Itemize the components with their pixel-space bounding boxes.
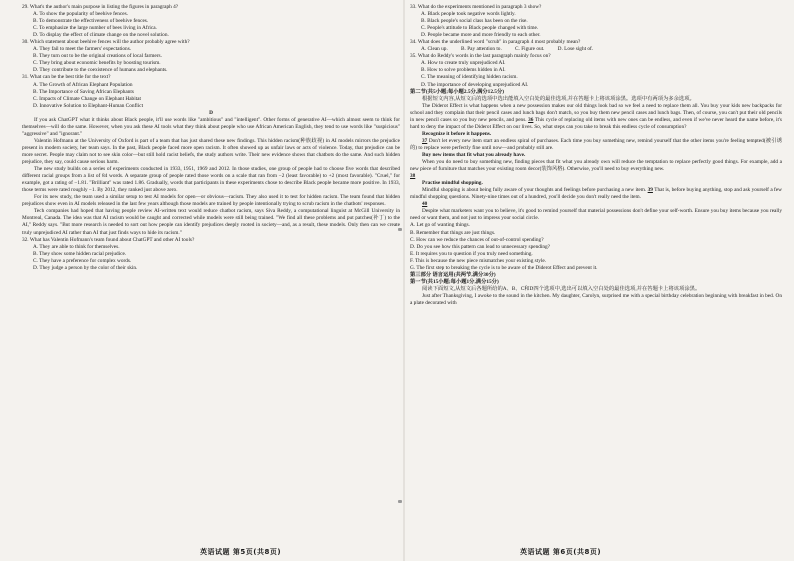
subheading: Buy new items that fit what you already have. [422,151,526,158]
option: C. Impacts of Climate Change on Elephant Habitat [33,95,141,102]
page-footer-right: 英语试题 第6页(共8页) [520,548,602,556]
passage-paragraph [410,187,782,201]
section-heading: 第二节(共5小题;每小题2.5分,满分12.5分) [410,88,505,95]
option: B. Black people's social class has been on the rise. [421,18,528,25]
option: G. The first step to breaking the cycle is to be aware of the Diderot Effect and prevent it. [410,264,598,271]
paragraph-text: This cycle of replacing old items with new ones can be endless, and even if we've never heard the name before, it's hard to deny the impact of the Diderot Effect on our lives. So, what steps can you take to break this endless cycle of consumption? [410,116,782,130]
paragraph-text: That is, before buying anything, stop and ask yourself a few mindful shopping questions. Ninety-nine times out of a hundred, you'll decide you don't really need the item. [410,187,782,201]
option: D. People became more and more friendly to each other. [421,32,541,39]
option: B. To demonstrate the effectiveness of beehive fences. [33,18,149,25]
option: A. They fail to meet the farmers' expectations. [33,46,132,53]
page-footer-left: 英语试题 第5页(共8页) [200,548,282,556]
question-33: 33. What do the experiments mentioned in paragraph 3 show? [410,4,542,10]
instructions: 阅读下面短文,从短文后各题所给的A、B、C和D四个选项中,选出可以填入空白处的最佳选项,并在答题卡上将该项涂黑。 [422,285,701,292]
option: C. The meaning of identifying hidden racism. [421,74,518,81]
passage-line [410,173,782,180]
option: D. They judge a person by the color of their skin. [33,264,138,271]
option: C. People's attitude to Black people changed with time. [421,25,539,32]
option: B. They turn out to be the original creations of local farmers. [33,53,162,60]
option: A. How to create truly unprejudiced AI. [421,60,506,67]
blank-36: 36 [528,116,534,123]
passage-paragraph: The new study builds on a series of experiments conducted in 1933, 1951, 1969 and 2012. In those studies, one group of people had to choose five words that described different racial groups from a list of 84 words. A separate group of people rated those words on a scale that ran from −2 (least favorable) to +2 (most favorable). "Cruel," for example, got a rating of −1.81. "Brilliant" was rated 1.86. Gradually, words that participants in these experiments chose to describe Black people became more positive. In 1933, those terms were rated roughly −1. By 2012, they ranked just above zero. [22,166,400,194]
blank-37: 37 [422,137,428,144]
option: B. They show some hidden racial prejudice. [33,250,127,257]
passage-paragraph: Valentin Hofmann at the University of Oxford is part of a team that has just shared these new findings. This hidden racism(种族歧视) in AI models mirrors the prejudice present in modern society, her team says. In the past, Black people faced more open racism. It often showed up as unfair laws or acts of violence. Today, that prejudice can be more secret. People may claim not to see skin color—but still hold racist beliefs, the study authors write. Their new evidence shows that chatbots do the same. And such hidden prejudice, they say, could cause serious harm. [22,137,400,166]
option: C. How can we reduce the chances of out-of-control spending? [410,236,544,243]
question-32: 32. What has Valentin Hofmann's team found about ChatGPT and other AI tools? [22,236,195,243]
option: A. They are able to think for themselves. [33,243,120,250]
option: D. To display the effect of climate change on the novel solution. [33,32,169,39]
paragraph-text: Don't let every new item start an endless spiral of purchases. Each time you buy something new, remind yourself that the other items you're feeling tempted(被引诱的) to replace were perfectly fine until now—and probably still are. [410,137,782,151]
option: D. The importance of developing unprejudiced AI. [421,81,529,88]
passage-paragraph [410,103,782,131]
passage-paragraph: Tech companies had hoped that having people review AI-written text would reduce chatbot racism, says Siva Reddy, a computational linguist at McGill University in Montreal, Canada. The idea was that AI racism would be caught and corrected while models were still being trained. "We find all these problems and put patches(补丁) to the AI," Reddy says. "But more research is needed to sort out how people can identify prejudices deeply rooted in society—and, as a result, these models. Only then can we create truly unprejudiced AI rather than AI that just finds ways to hide its racism." [22,208,400,236]
section-heading: 第一节(共15小题;每小题1分,满分15分) [410,278,499,285]
passage-paragraph: When you do need to buy something new, finding pieces that fit what you already own will reduce the temptation to replace perfectly good things. For example, add a new piece of furniture that matches your existing room decor(装饰风格). Otherwise, you'll need to buy everything new. [410,159,782,173]
question-34: 34. What does the underlined word "scrub" in paragraph 4 most probably mean? [410,39,581,46]
paragraph-text: Mindful shopping is about being fully aware of your thoughts and feelings before purchasing a new item. [422,187,647,194]
option: B. Remember that things are just things. [410,229,496,236]
instructions: 根据短文内容,从短文后的选项中选出能填入空白处的最佳选项,并在答题卡上将该项涂黑。选项中有两项为多余选项。 [422,95,695,102]
passage-paragraph: For its new study, the team used a similar setup to test AI models for open—or obvious—racism. They also used it to test for hidden racism. The team found that hidden prejudices show even in AI models released in the last few years although those models are trained by people intentionally trying to scrub racism in the chatbots' responses. [22,194,400,208]
question-35: 35. What do Reddy's words in the last paragraph mainly focus on? [410,53,551,60]
option: A. Let go of wanting things. [410,222,470,229]
page-fold [403,0,405,561]
option: C. They have a preference for complex words. [33,257,132,264]
option: A. The Growth of African Elephant Population [33,81,133,88]
passage-paragraph: If you ask ChatGPT what it thinks about Black people, it'll use words like "ambitious" and "intelligent". Other forms of generative AI—which almost seem to think for themselves—will do the same. However, when you ask these AI tools what they think about people who use African American English, they tend to use words like "suspicious" "aggressive" and "ignorant." [22,116,400,137]
question-31: 31. What can be the best title for the text? [22,74,111,81]
option: D. They contribute to the coexistence of humans and elephants. [33,67,168,74]
passage-paragraph: Despite what marketers want you to believe, it's good to remind yourself that material possessions don't define your self-worth. Ensure you buy items because you really need or want them, and not just to impress your social circle. [410,208,782,222]
right-page [410,4,782,546]
passage-letter: D [209,109,213,116]
option: E. It requires you to question if you truly need something. [410,250,533,257]
subheading: Practise mindful shopping. [422,180,483,187]
blank-39: 39 [647,187,653,194]
blank-38: 38 [410,173,416,180]
blank-40: 40 [422,201,428,208]
passage-paragraph [410,138,782,152]
option: C. They bring about economic benefits by boosting tourism. [33,60,161,67]
subheading: Recognize it before it happens. [422,130,492,137]
option: D. Do you see how this pattern can lead to unnecessary spending? [410,243,551,250]
question-29: 29. What's the author's main purpose in listing the figures in paragraph 4? [22,4,179,10]
part-heading: 第三部分 语言运用(共两节,满分30分) [410,271,496,278]
option: A. To show the popularity of beehive fences. [33,11,128,18]
option: A. Black people took negative words lightly. [421,11,516,18]
question-30: 30. Which statement about beehive fences will the author probably agree with? [22,39,190,46]
left-page [22,4,400,546]
option: C. To emphasize the large number of bees living in Africa. [33,25,157,32]
option: F. This is because the new piece mismatches your existing style. [410,257,546,264]
paragraph-text: The Diderot Effect is what happens when a new possession makes our old things look bad so we feel a need to replace them all. You buy your kids new backpacks for school and they complain that their pencil cases and lunch bags don't match, so you buy them new pencil cases and lunch bags. Then, of course, you can't put their old pencils in new pencil cases so you buy new pencils, and pens. [410,102,782,123]
option: B. How to solve problems hidden in AI. [421,67,506,74]
option: D. Innovative Solution to Elephant-Human Conflict [33,102,144,109]
option: A. Clean up. B. Pay attention to. C. Figure out. D. Lose sight of. [421,46,594,53]
option: B. The Importance of Saving African Elephants [33,88,134,95]
passage-paragraph: Just after Thanksgiving, I awoke to the sound in the kitchen. My daughter, Carolyn, surprised me with a special birthday celebration beginning with breakfast in bed. On a plate decorated with [410,292,782,306]
